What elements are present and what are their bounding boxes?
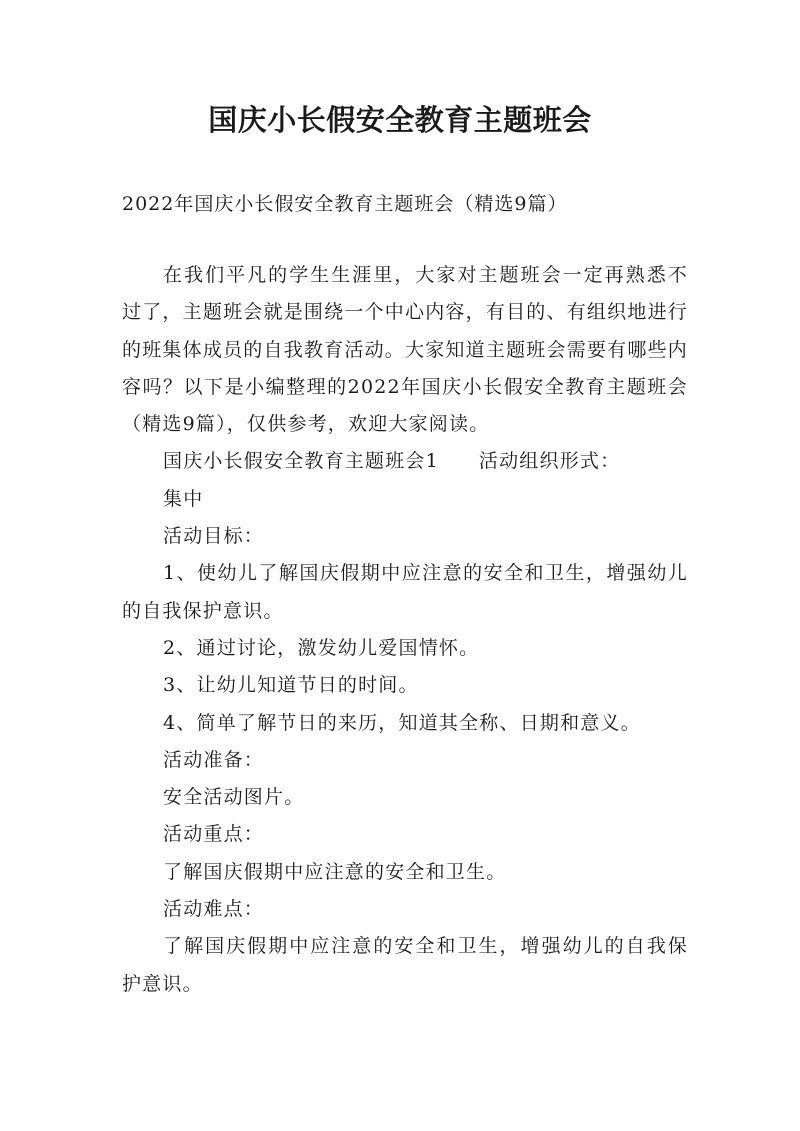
- focus-label: 活动重点：: [163, 823, 265, 846]
- prep-value: 安全活动图片。: [163, 786, 305, 809]
- difficulty-value: 了解国庆假期中应注意的安全和卫生，增强幼儿的自我保护意识。: [122, 935, 688, 995]
- document-body: [122, 257, 688, 1003]
- form-value: 集中: [163, 487, 204, 510]
- focus-value: 了解国庆假期中应注意的安全和卫生。: [163, 860, 507, 883]
- document-title: 国庆小长假安全教育主题班会: [208, 103, 592, 137]
- section-heading-line: [122, 443, 688, 480]
- intro-paragraph: 在我们平凡的学生生涯里，大家对主题班会一定再熟悉不过了，主题班会就是围绕一个中心内容，有目的、有组织地进行的班集体成员的自我教育活动。大家知道主题班会需要有哪些内容吗？以下是小编整理的2022年国庆小长假安全教育主题班会（精选9篇），仅供参考，欢迎大家阅读。: [122, 264, 688, 436]
- document-subtitle: 2022年国庆小长假安全教育主题班会（精选9篇）: [122, 193, 568, 215]
- prep-label: 活动准备：: [163, 748, 265, 771]
- difficulty-label: 活动难点：: [163, 898, 265, 921]
- goal-item: 2、通过讨论，激发幼儿爱国情怀。: [163, 636, 480, 659]
- section-label: 活动组织形式：: [478, 450, 621, 473]
- section-title: 国庆小长假安全教育主题班会1: [163, 450, 439, 473]
- goal-item: 3、让幼儿知道节日的时间。: [163, 674, 419, 697]
- goal-item: 4、简单了解节日的来历，知道其全称、日期和意义。: [163, 711, 641, 734]
- goal-item: 1、使幼儿了解国庆假期中应注意的安全和卫生，增强幼儿的自我保护意识。: [122, 562, 688, 622]
- goals-label: 活动目标：: [163, 525, 265, 548]
